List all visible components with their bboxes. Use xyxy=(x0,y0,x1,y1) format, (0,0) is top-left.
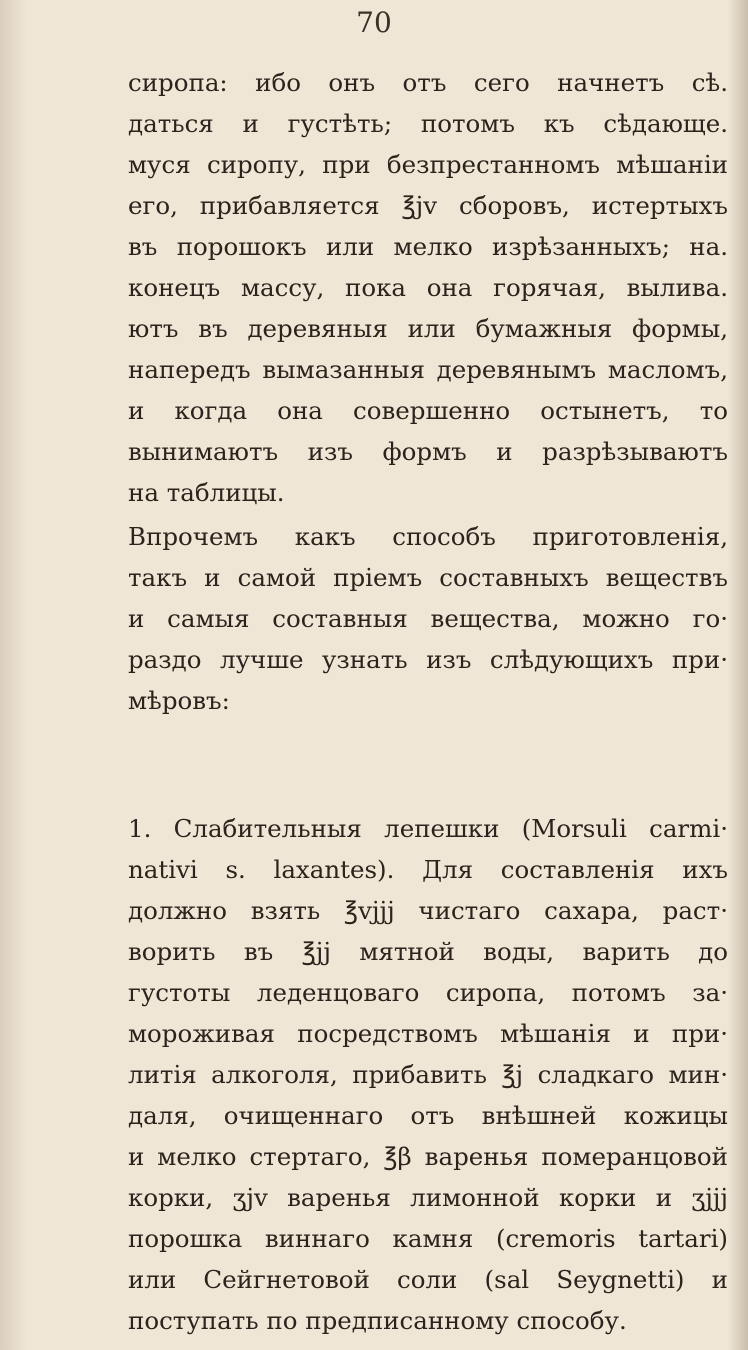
text-line: его, прибавляется ℥jv сборовъ, истертыхъ xyxy=(128,191,728,220)
text-line: муся сиропу, при безпрестанномъ мѣшаніи xyxy=(128,150,728,179)
text-line: даля, очищеннаго отъ внѣшней кожицы xyxy=(128,1101,728,1130)
text-line: такъ и самой пріемъ составныхъ веществъ xyxy=(128,563,728,592)
text-line: nativi s. laxantes). Для составленія ихъ xyxy=(128,855,728,884)
text-line: на таблицы. xyxy=(128,478,285,507)
paragraph-1 xyxy=(128,62,728,513)
text-line: 1. Слабительныя лепешки (Morsuli carmi· xyxy=(128,814,728,843)
text-line: въ порошокъ или мелко изрѣзанныхъ; на. xyxy=(128,232,728,261)
text-line: корки, ʒjv варенья лимонной корки и ʒjjj xyxy=(128,1183,728,1212)
text-line: и мелко стертаго, ℥β варенья померанцовой xyxy=(128,1142,728,1171)
paragraph-2 xyxy=(128,516,728,721)
text-line: или Сейгнетовой соли (sal Seygnetti) и xyxy=(128,1265,728,1294)
text-line: раздо лучше узнать изъ слѣдующихъ при· xyxy=(128,645,728,674)
text-line: напередъ вымазанныя деревянымъ масломъ, xyxy=(128,355,728,384)
text-line: вынимаютъ изъ формъ и разрѣзываютъ xyxy=(128,437,728,466)
text-line: Впрочемъ какъ способъ приготовленія, xyxy=(128,522,728,551)
text-line: мороживая посредствомъ мѣшанія и при· xyxy=(128,1019,728,1048)
text-line: даться и густѣть; потомъ къ сѣдающе. xyxy=(128,109,728,138)
text-line: мѣровъ: xyxy=(128,686,230,715)
text-line: конецъ массу, пока она горячая, вылива. xyxy=(128,273,728,302)
text-line: и самыя составныя вещества, можно го· xyxy=(128,604,728,633)
text-line: порошка виннаго камня (cremoris tartari) xyxy=(128,1224,728,1253)
text-line: поступать по предписанному способу. xyxy=(128,1306,627,1335)
text-line: должно взять ℥vjjj чистаго сахара, раст· xyxy=(128,896,728,925)
text-line: литія алкоголя, прибавить ℥j сладкаго мин· xyxy=(128,1060,728,1089)
page-number: 70 xyxy=(356,6,392,39)
text-line: ворить въ ℥jj мятной воды, варить до xyxy=(128,937,728,966)
text-line: густоты леденцоваго сиропа, потомъ за· xyxy=(128,978,728,1007)
paragraph-3 xyxy=(128,808,728,1341)
text-line: и когда она совершенно остынетъ, то xyxy=(128,396,728,425)
text-line: сиропа: ибо онъ отъ сего начнетъ сѣ. xyxy=(128,68,728,97)
text-line: ютъ въ деревяныя или бумажныя формы, xyxy=(128,314,728,343)
